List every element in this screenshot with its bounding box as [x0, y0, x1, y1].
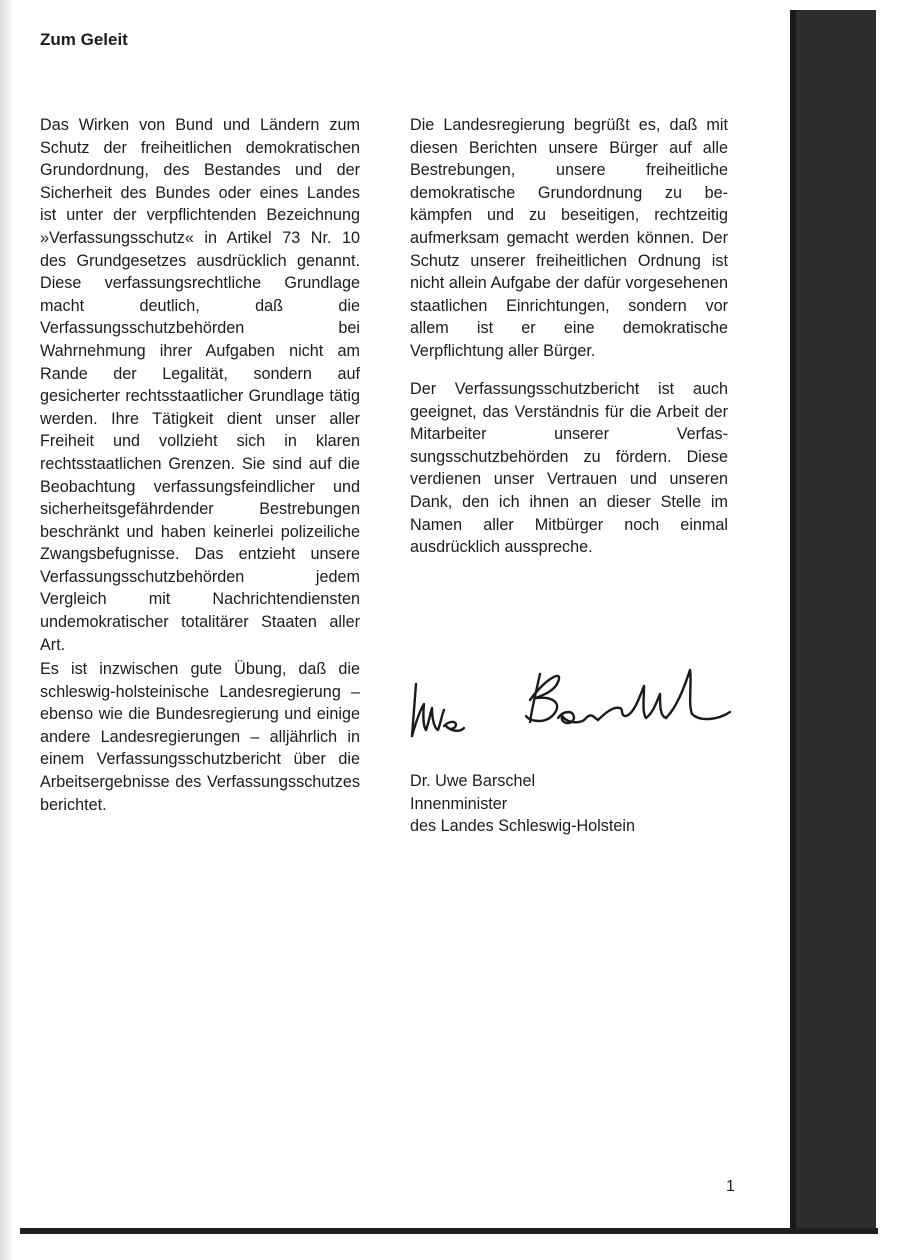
page-title: Zum Geleit	[40, 30, 128, 49]
signatory-organization: des Landes Schleswig-Holstein	[410, 817, 635, 836]
page-number: 1	[726, 1178, 735, 1195]
right-paragraph-2: Der Verfassungsschutzbericht ist auch geeignet, das Verständnis für die Arbeit der Mitarbeiter unserer Verfassungsschutzbehörden zu fördern. Diese verdienen unser Vertrauen und unseren Dank, den ich ihnen an dieser Stelle im Namen aller Mitbürger noch einmal ausdrücklich ausspreche.	[410, 380, 728, 557]
right-paragraph-1: Die Landesregierung begrüßt es, daß mit diesen Berichten unsere Bürger auf alle Bestrebungen, unsere freiheitliche demokratische Grundordnung zu bekämpfen und zu beseitigen, rechtzeitig aufmerksam gemacht werden können. Der Schutz unserer freiheitlichen Ordnung ist nicht allein Aufgabe der dafür vorgesehenen staatlichen Einrichtungen, sondern vor allem ist er eine demokratische Verpflichtung aller Bürger.	[410, 116, 728, 360]
handwritten-signature	[408, 652, 738, 748]
signatory-role: Innenminister	[410, 794, 508, 813]
scan-bottom-edge	[20, 1228, 878, 1234]
left-paragraph-2: Es ist inzwischen gute Übung, daß die schleswig-holsteinische Landesregierung – ebenso wie die Bundesregierung und einige andere Landesregierungen – alljährlich in einem Verfassungsschutzbericht über die Arbeitsergebnisse des Verfassungsschutzes berichtet.	[40, 660, 360, 814]
scan-dark-margin	[790, 10, 876, 1234]
left-paragraph-1: Das Wirken von Bund und Ländern zum Schutz der freiheitlichen demokratischen Grundordnung, des Bestandes und der Sicherheit des Bundes oder eines Landes ist unter der verpflichtenden Bezeichnung »Verfassungsschutz« in Artikel 73 Nr. 10 des Grundgesetzes ausdrücklich genannt. Diese verfassungsrechtliche Grundlage macht deutlich, daß die Verfassungsschutzbehörden bei Wahrnehmung ihrer Aufgaben nicht am Rande der Legalität, sondern auf gesicherter rechtsstaatlicher Grundlage tätig werden. Ihre Tätigkeit dient unser aller Freiheit und vollzieht sich in klaren rechtsstaatlichen Grenzen. Sie sind auf die Beobachtung verfassungsfeindlicher und sicherheitsgefährdender Bestrebungen beschränkt und haben keinerlei polizeiliche Zwangsbefugnisse. Das entzieht unsere Verfassungsschutzbehörden jedem Vergleich mit Nachrichtendiensten undemokratischer totalitärer Staaten aller Art.	[40, 116, 360, 654]
signatory-name: Dr. Uwe Barschel	[410, 772, 536, 790]
signature-block	[410, 770, 635, 838]
page-edge-shadow	[0, 0, 14, 1260]
